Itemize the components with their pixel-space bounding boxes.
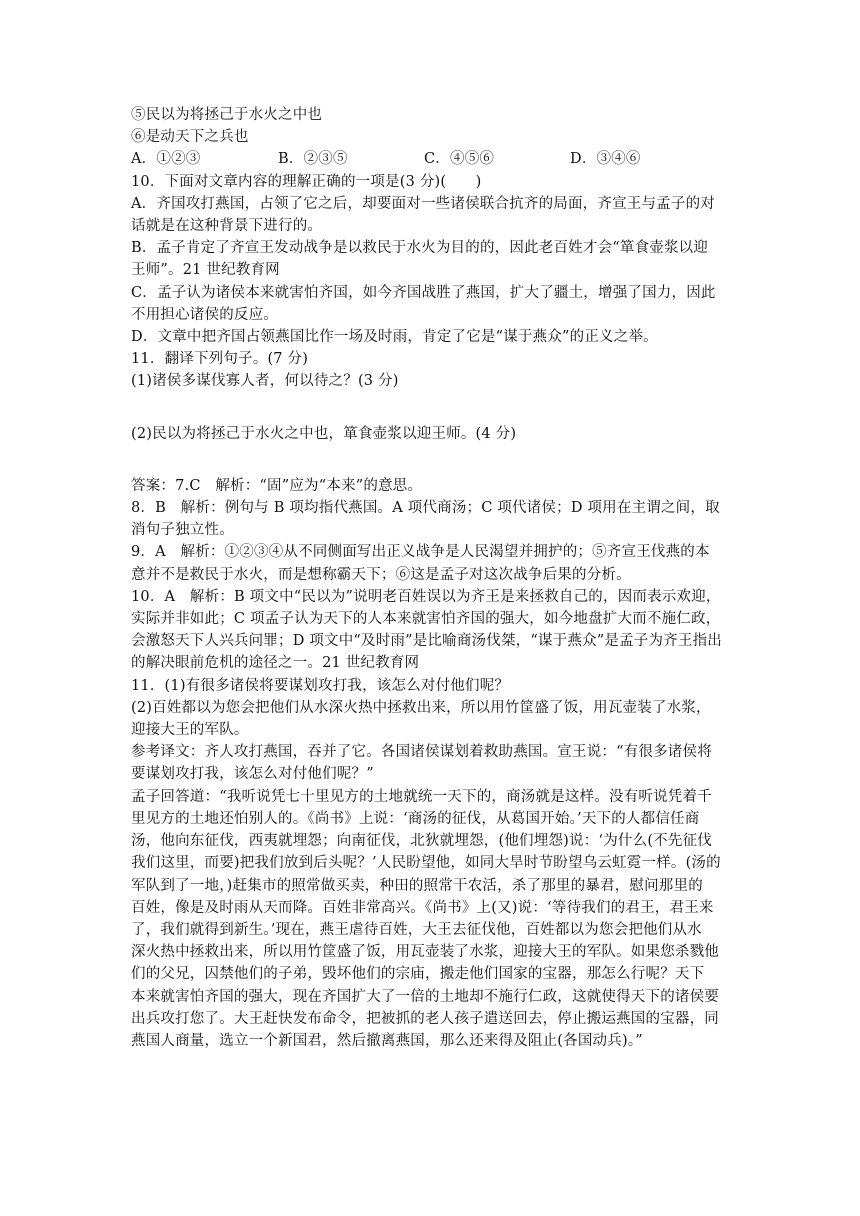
option-a: A．①②③ — [131, 151, 201, 168]
answer-space — [131, 445, 731, 475]
translation-line: 燕国人商量，选立一个新国君，然后撤离燕国，那么还来得及阻止(各国动兵)。” — [131, 1032, 643, 1049]
answer-line: 的解决眼前危机的途径之一。21 世纪教育网 — [131, 655, 420, 672]
translation-line: 孟子回答道：“我听说凭七十里见方的土地就统一天下的，商汤就是这样。没有听说凭着千 — [131, 788, 712, 805]
document-page — [131, 104, 731, 1052]
translation-line: 汤，他向东征伐，西夷就埋怨；向南征伐，北狄就埋怨，(他们埋怨)说：‘为什么(不先征伐 — [131, 833, 712, 850]
question9-item5: ⑤民以为将拯己于水火之中也 — [131, 107, 323, 123]
question11-part2: (2)民以为将拯己于水火之中也，箪食壶浆以迎王师。(4 分) — [131, 425, 517, 442]
translation-line: 我们这里，而要)把我们放到后头呢？’人民盼望他，如同大旱时节盼望乌云虹霓一样。(汤的 — [131, 855, 721, 872]
question10-line: 王师”。21 世纪教育网 — [131, 262, 280, 279]
answer-line: (2)百姓都以为您会把他们从水深火热中拯救出来，所以用竹筐盛了饭，用瓦壶装了水浆， — [131, 699, 711, 716]
question11-stem: 11．翻译下列句子。(7 分) — [131, 351, 309, 368]
question10-line: C．孟子认为诸侯本来就害怕齐国，如今齐国战胜了燕国，扩大了疆土，增强了国力，因此 — [131, 284, 716, 301]
answer-line: 8．B 解析：例句与 B 项均指代燕国。A 项代商汤；C 项代诸侯；D 项用在主谓之间，取 — [131, 500, 720, 517]
answer-line: 消句子独立性。 — [131, 522, 234, 539]
option-b: B．②③⑤ — [278, 151, 348, 168]
translation-line: 百姓，像是及时雨从天而降。百姓非常高兴。《尚书》上(又)说：‘等待我们的君王，君王来 — [131, 899, 714, 916]
question10-line: B．孟子肯定了齐宣王发动战争是以救民于水火为目的的，因此老百姓才会“箪食壶浆以迎 — [131, 240, 709, 257]
translation-line: 深火热中拯救出来，所以用竹筐盛了饭，用瓦壶装了水浆，迎接大王的军队。如果您杀戮他 — [131, 944, 719, 961]
option-d: D．③④⑥ — [570, 151, 641, 168]
answer-line: 意并不是救民于水火，而是想称霸天下；⑥这是孟子对这次战争后果的分析。 — [131, 566, 631, 583]
translation-line: 参考译文：齐人攻打燕国，吞并了它。各国诸侯谋划着救助燕国。宣王说：“有很多诸侯将 — [131, 744, 712, 761]
answer-line: 11．(1)有很多诸侯将要谋划攻打我，该怎么对付他们呢？ — [131, 677, 510, 694]
translation-line: 出兵攻打您了。大王赶快发布命令，把被抓的老人孩子遣送回去，停止搬运燕国的宝器，同 — [131, 1010, 719, 1027]
answer-line: 实际并非如此；C 项孟子认为天下的人本来就害怕齐国的强大，如今地盘扩大而不施仁政， — [131, 611, 721, 628]
translation-line: 本来就害怕齐国的强大，现在齐国扩大了一倍的土地却不施行仁政，这就使得天下的诸侯要 — [131, 988, 719, 1005]
question10-line: 不用担心诸侯的反应。 — [131, 306, 278, 323]
question9-options — [131, 148, 731, 170]
answer-line: 9．A 解析：①②③④从不同侧面写出正义战争是人民渴望并拥护的；⑤齐宣王伐燕的本 — [131, 544, 710, 561]
option-c: C．④⑤⑥ — [424, 151, 495, 168]
translation-line: 军队到了一地，)赶集市的照常做买卖，种田的照常干农活，杀了那里的暴君，慰问那里的 — [131, 877, 703, 894]
answer-line: 10．A 解析：B 项文中“民以为”说明老百姓误以为齐王是来拯救自己的，因而表示欢迎， — [131, 588, 721, 605]
question10-line: D．文章中把齐国占领燕国比作一场及时雨，肯定了它是“谋于燕众”的正义之举。 — [131, 329, 658, 346]
translation-line: 们的父兄，囚禁他们的子弟，毁坏他们的宗庙，搬走他们国家的宝器，那怎么行呢？天下 — [131, 966, 705, 983]
answer-line: 答案：7.C 解析：“固”应为“本来”的意思。 — [131, 477, 423, 494]
translation-line: 要谋划攻打我，该怎么对付他们呢？” — [131, 766, 374, 783]
question11-part1: (1)诸侯多谋伐寡人者，何以待之？(3 分) — [131, 373, 399, 390]
question10-line: 话就是在这种背景下进行的。 — [131, 218, 323, 235]
question10-line: A．齐国攻打燕国，占领了它之后，却要面对一些诸侯联合抗齐的局面，齐宣王与孟子的对 — [131, 195, 715, 212]
question9-item6: ⑥是动天下之兵也 — [131, 129, 249, 146]
question10-stem: 10．下面对文章内容的理解正确的一项是(3 分)( ) — [131, 173, 482, 190]
translation-line: 里见方的土地还怕别人的。《尚书》上说：‘商汤的征伐，从葛国开始。’天下的人都信任商 — [131, 810, 700, 827]
answer-line: 迎接大王的军队。 — [131, 722, 249, 739]
translation-line: 了，我们就得到新生。’现在，燕王虐待百姓，大王去征伐他，百姓都以为您会把他们从水 — [131, 921, 702, 938]
answer-space — [131, 393, 731, 423]
answer-line: 会激怒天下人兴兵问罪；D 项文中“及时雨”是比喻商汤伐桀，“谋于燕众”是孟子为齐王指出 — [131, 633, 722, 650]
